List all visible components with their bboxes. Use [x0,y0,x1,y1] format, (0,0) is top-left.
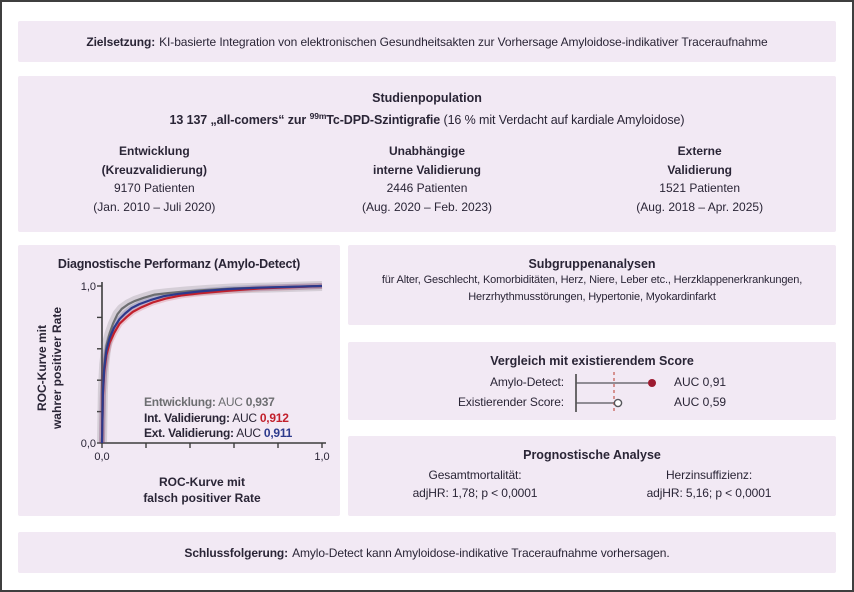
prognosis-label: Herzinsuffizienz: [665,468,753,482]
population-subtitle [18,108,836,129]
cohort-name-line: Unabhängige [389,144,466,159]
prognosis-value: adjHR: 1,78; p < 0,0001 [412,486,538,500]
roc-x-tick-label: 1,0 [314,451,330,463]
comparison-forest-plot [358,372,826,414]
roc-legend [144,395,292,442]
comparison-values [664,372,726,414]
population-subtitle-bold-prefix: 13 137 „all-comers“ zur [169,113,310,128]
subgroup-line: für Alter, Geschlecht, Komorbiditäten, Herz, Niere, Leber etc., Herzklappenerkrankungen, [381,274,803,286]
population-title: Studienpopulation [372,91,482,105]
cohort-period: (Aug. 2018 – Apr. 2025) [636,199,764,214]
roc-plot [28,276,330,472]
roc-legend-entry-internal: Int. Validierung: AUC 0,912 [144,410,289,425]
roc-x-axis-label-line: falsch positiver Rate [143,491,261,505]
population-subtitle-regular: (16 % mit Verdacht auf kardiale Amyloidose) [440,113,685,128]
population-subtitle-bold-suffix: Tc-DPD-Szintigrafie [326,113,441,128]
prognosis-label: Gesamtmortalität: [428,468,522,482]
subgroup-panel [348,245,836,325]
roc-y-tick-label: 1,0 [80,281,96,293]
cohort-development [18,142,291,216]
objective-label: Zielsetzung: [86,34,156,49]
comparison-labels [458,372,564,414]
conclusion-text: Amylo-Detect kann Amyloidose-indikative Traceraufnahme vorhersagen. [292,545,670,560]
roc-legend-entry-external: Ext. Validierung: AUC 0,911 [144,426,293,440]
objective-text: KI-basierte Integration von elektronischen Gesundheitsakten zur Vorhersage Amyloidose-indikativer Traceraufnahme [159,34,768,49]
middle-row [18,245,836,516]
cohort-columns [18,142,836,216]
cohort-name-line: interne Validierung [372,162,482,177]
cohort-internal-validation [291,142,564,216]
subgroup-title: Subgruppenanalysen [528,257,656,271]
roc-x-axis-label [72,474,332,506]
prognosis-heart-failure [592,466,826,502]
comparison-title: Vergleich mit existierendem Score [490,353,694,368]
comparison-row-value: AUC 0,59 [674,394,727,409]
prognosis-panel [348,436,836,516]
cohort-patients: 1521 Patienten [659,181,741,196]
comparison-row-value: AUC 0,91 [674,374,727,389]
comparison-row-label: Amylo-Detect: [489,374,565,389]
cohort-patients: 9170 Patienten [113,181,195,196]
roc-panel [18,245,340,516]
roc-title: Diagnostische Performanz (Amylo-Detect) [57,257,301,271]
prognosis-row [358,466,826,502]
forest-dot-open [614,399,621,406]
objective-box [18,21,836,62]
cohort-name-line: (Kreuzvalidierung) [101,162,208,177]
roc-x-tick-label: 0,0 [94,451,110,463]
roc-y-axis-label [28,276,72,472]
conclusion-box [18,532,836,573]
right-column [348,245,836,516]
cohort-external-validation [563,142,836,216]
cohort-period: (Aug. 2020 – Feb. 2023) [361,199,493,214]
forest-dot-filled [648,379,656,387]
cohort-period: (Jan. 2010 – Juli 2020) [93,199,216,214]
tc99m-superscript: 99m [309,111,327,121]
forest-plot-chart [568,372,664,414]
roc-x-axis-label-line: ROC-Kurve mit [158,475,245,489]
prognosis-value: adjHR: 5,16; p < 0,0001 [646,486,772,500]
subgroup-line: Herzrhythmusstörungen, Hypertonie, Myokardinfarkt [468,290,716,303]
prognosis-title: Prognostische Analyse [523,448,661,462]
roc-chart [72,276,330,472]
cohort-patients: 2446 Patienten [386,181,468,196]
cohort-name-line: Externe [677,144,722,159]
roc-y-axis-label-line: ROC-Kurve mit [35,325,49,412]
comparison-panel [348,342,836,420]
prognosis-mortality [358,466,592,502]
roc-y-axis-label-line: wahrer positiver Rate [50,307,64,430]
conclusion-label: Schlussfolgerung: [184,545,289,560]
population-box [18,76,836,232]
cohort-name-line: Validierung [667,162,733,177]
comparison-row-label: Existierender Score: [457,394,565,409]
roc-legend-entry-development: Entwicklung: AUC 0,937 [144,395,275,409]
cohort-name-line: Entwicklung [119,144,190,159]
roc-y-tick-label: 0,0 [80,438,96,450]
